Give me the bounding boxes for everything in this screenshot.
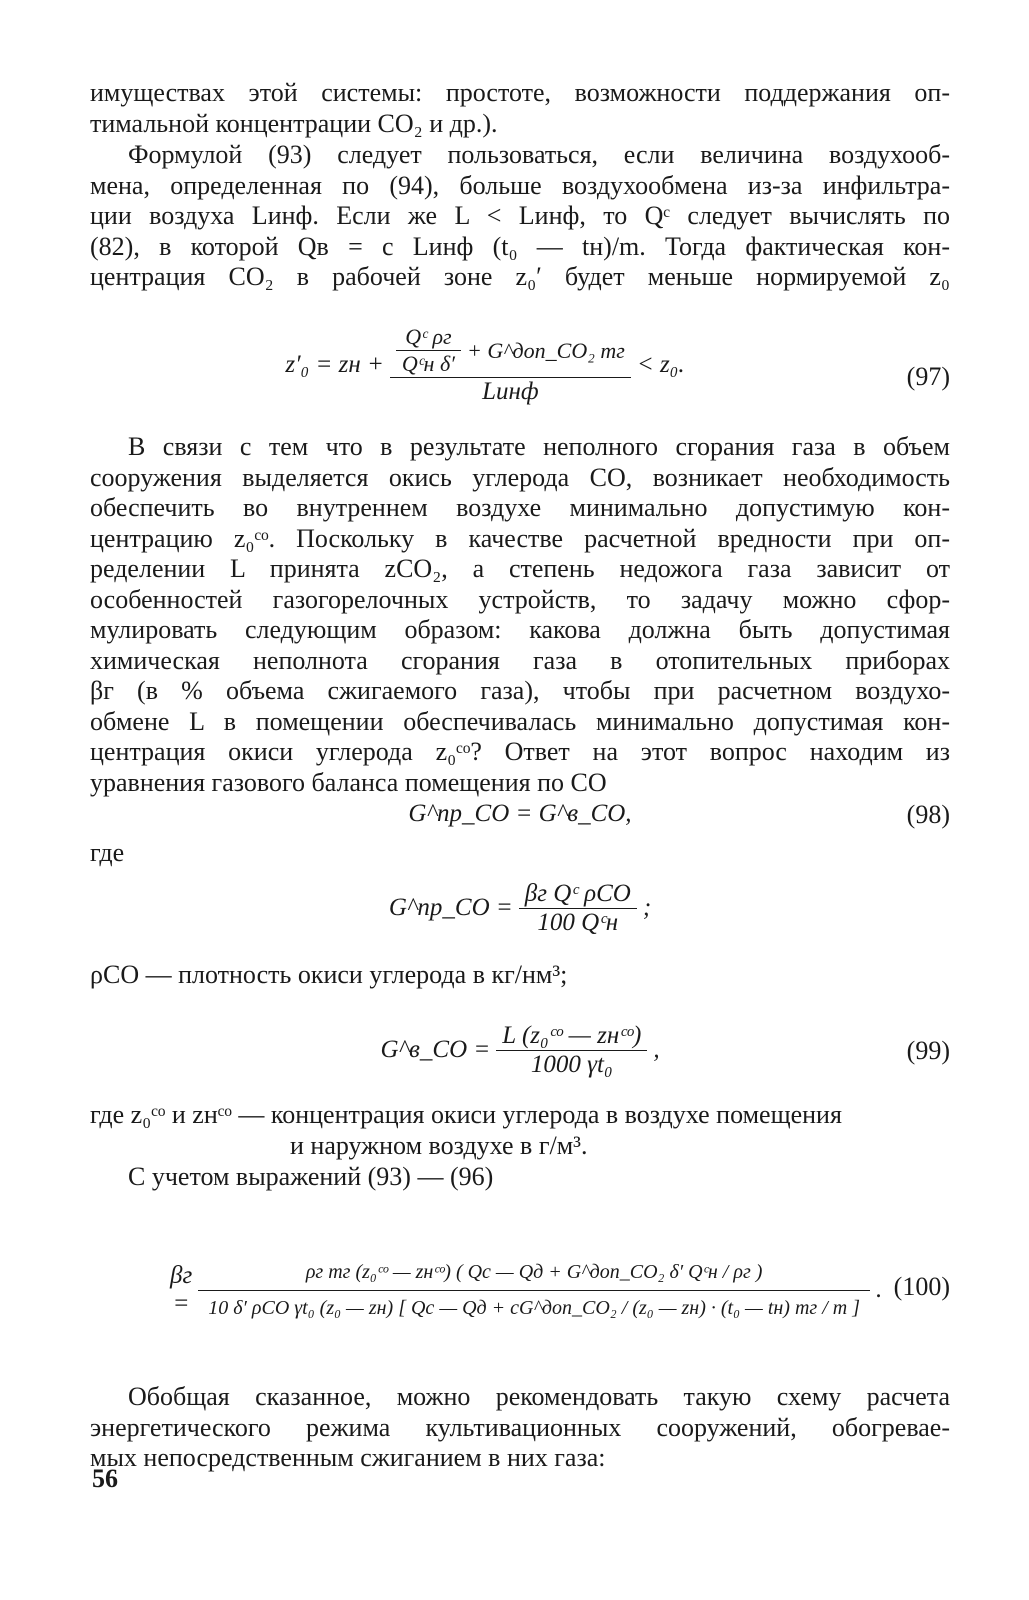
text-line: сооружения выделяется окись углерода CO, возникает необходимость <box>90 462 950 492</box>
eq97-fraction <box>390 324 631 406</box>
equation-98 <box>90 800 950 836</box>
equation-number: (98) <box>906 800 950 829</box>
eq100-right: . <box>876 1276 883 1303</box>
page-number: 56 <box>92 1464 118 1493</box>
text-line: энергетического режима культивационных сооружений, обогревае- <box>90 1412 950 1442</box>
text-line: и наружном воздухе в г/м³. <box>290 1130 588 1160</box>
eq99-den: 1000 γt₀ <box>530 1050 613 1078</box>
equation-97 <box>90 310 950 420</box>
text-line: уравнения газового баланса помещения по CO <box>90 767 607 797</box>
text-line: обеспечить во внутреннем воздухе минимально допустимую кон- <box>90 493 950 522</box>
eq97-num-rest: + G^доп_CO₂ mг <box>467 337 625 363</box>
text-line: имуществах этой системы: простоте, возможности поддержания оп- <box>90 78 950 107</box>
eq-gpr-right: ; <box>642 894 652 921</box>
text-line: мулировать следующим образом: какова должна быть допустимая <box>90 615 950 644</box>
eq100-num: ρг mг (z₀ᶜᵒ — zнᶜᵒ) ( Qс — Qд + G^доп_CO₂ δ′ Qᶜн / ρг ) <box>198 1255 870 1291</box>
equation-number: (99) <box>906 1036 950 1065</box>
text-line: центрация окиси углерода z₀ᶜᵒ? Ответ на этот вопрос находим из <box>90 737 950 766</box>
text-line: ции воздуха Lинф. Если же L < Lинф, то Qᶜ следует вычислять по <box>90 201 950 230</box>
text-line: центрация CO₂ в рабочей зоне z₀′ будет меньше нормируемой z₀ <box>90 262 950 291</box>
text-line: центрацию z₀ᶜᵒ. Поскольку в качестве расчетной вредности при оп- <box>90 523 950 553</box>
text-line: особенностей газогорелочных устройств, то задачу можно сфор- <box>90 584 950 614</box>
equation-number: (100) <box>893 1272 950 1301</box>
paragraph-3 <box>90 432 950 798</box>
text-line: тимальной концентрации CO₂ и др.). <box>90 108 498 138</box>
eq-gpr-den: 100 Qᶜн <box>537 908 619 936</box>
rho-definition: ρCO — плотность окиси углерода в кг/нм³; <box>90 960 568 989</box>
eq-gpr-num: βг Qᶜ ρCO <box>519 880 637 909</box>
eq99-num: L (z₀ᶜᵒ — zнᶜᵒ) <box>496 1022 647 1051</box>
paragraph-final <box>90 1382 950 1474</box>
text-line: где z₀ᶜᵒ и zнᶜᵒ — концентрация окиси углерода в воздухе помещения <box>90 1100 842 1129</box>
eq97-inner-den: Qᶜн δ′ <box>401 351 455 376</box>
text-line: Формулой (93) следует пользоваться, если величина воздухооб- <box>128 140 950 169</box>
text-line: βг (в % объема сжигаемого газа), чтобы при расчетном воздухо- <box>90 676 950 705</box>
eq99-left: G^в_CO = <box>380 1036 491 1063</box>
where-definition <box>90 1100 950 1161</box>
eq100-left: βг = <box>170 1262 193 1317</box>
text-line: мена, определенная по (94), больше воздухообмена из-за инфильтра- <box>90 170 950 200</box>
text-line: (82), в которой Qв = c Lинф (t₀ — tн)/m. Тогда фактическая кон- <box>90 231 950 261</box>
text-line: В связи с тем что в результате неполного сгорания газа в объем <box>128 432 950 461</box>
paragraph-1 <box>90 78 950 139</box>
eq97-left: z′₀ = zн + <box>285 351 384 378</box>
eq97-inner-num: Qᶜ ρг <box>396 324 461 351</box>
paragraph-2 <box>90 140 950 293</box>
text-line: обмене L в помещении обеспечивалась минимально допустимая кон- <box>90 706 950 736</box>
equation-99 <box>90 1010 950 1090</box>
eq100-den: 10 δ′ ρCO γt₀ (z₀ — zн) [ Qс — Qд + cG^доп_CO₂ / (z₀ — zн) · (t₀ — tн) mг / m ] <box>208 1296 860 1319</box>
where-label: где <box>90 838 125 867</box>
eq98-text: G^пр_CO = G^в_CO, <box>408 800 632 827</box>
equation-100 <box>90 1210 950 1370</box>
eq97-right: < z₀. <box>636 351 685 378</box>
eq97-den: Lинф <box>482 378 539 405</box>
eq-gpr-left: G^пр_CO = <box>388 894 513 921</box>
text-line: Обобщая сказанное, можно рекомендовать такую схему расчета <box>128 1382 950 1411</box>
text-line: химическая неполнота сгорания газа в отопительных приборах <box>90 645 950 675</box>
equation-g-pr <box>90 868 950 948</box>
text-line: ределении L принята zCO₂, а степень недожога газа зависит от <box>90 554 950 583</box>
equation-number: (97) <box>906 362 950 391</box>
eq99-right: , <box>653 1036 660 1063</box>
with-account-line: С учетом выражений (93) — (96) <box>128 1162 494 1191</box>
text-line: мых непосредственным сжиганием в них газа: <box>90 1443 606 1472</box>
